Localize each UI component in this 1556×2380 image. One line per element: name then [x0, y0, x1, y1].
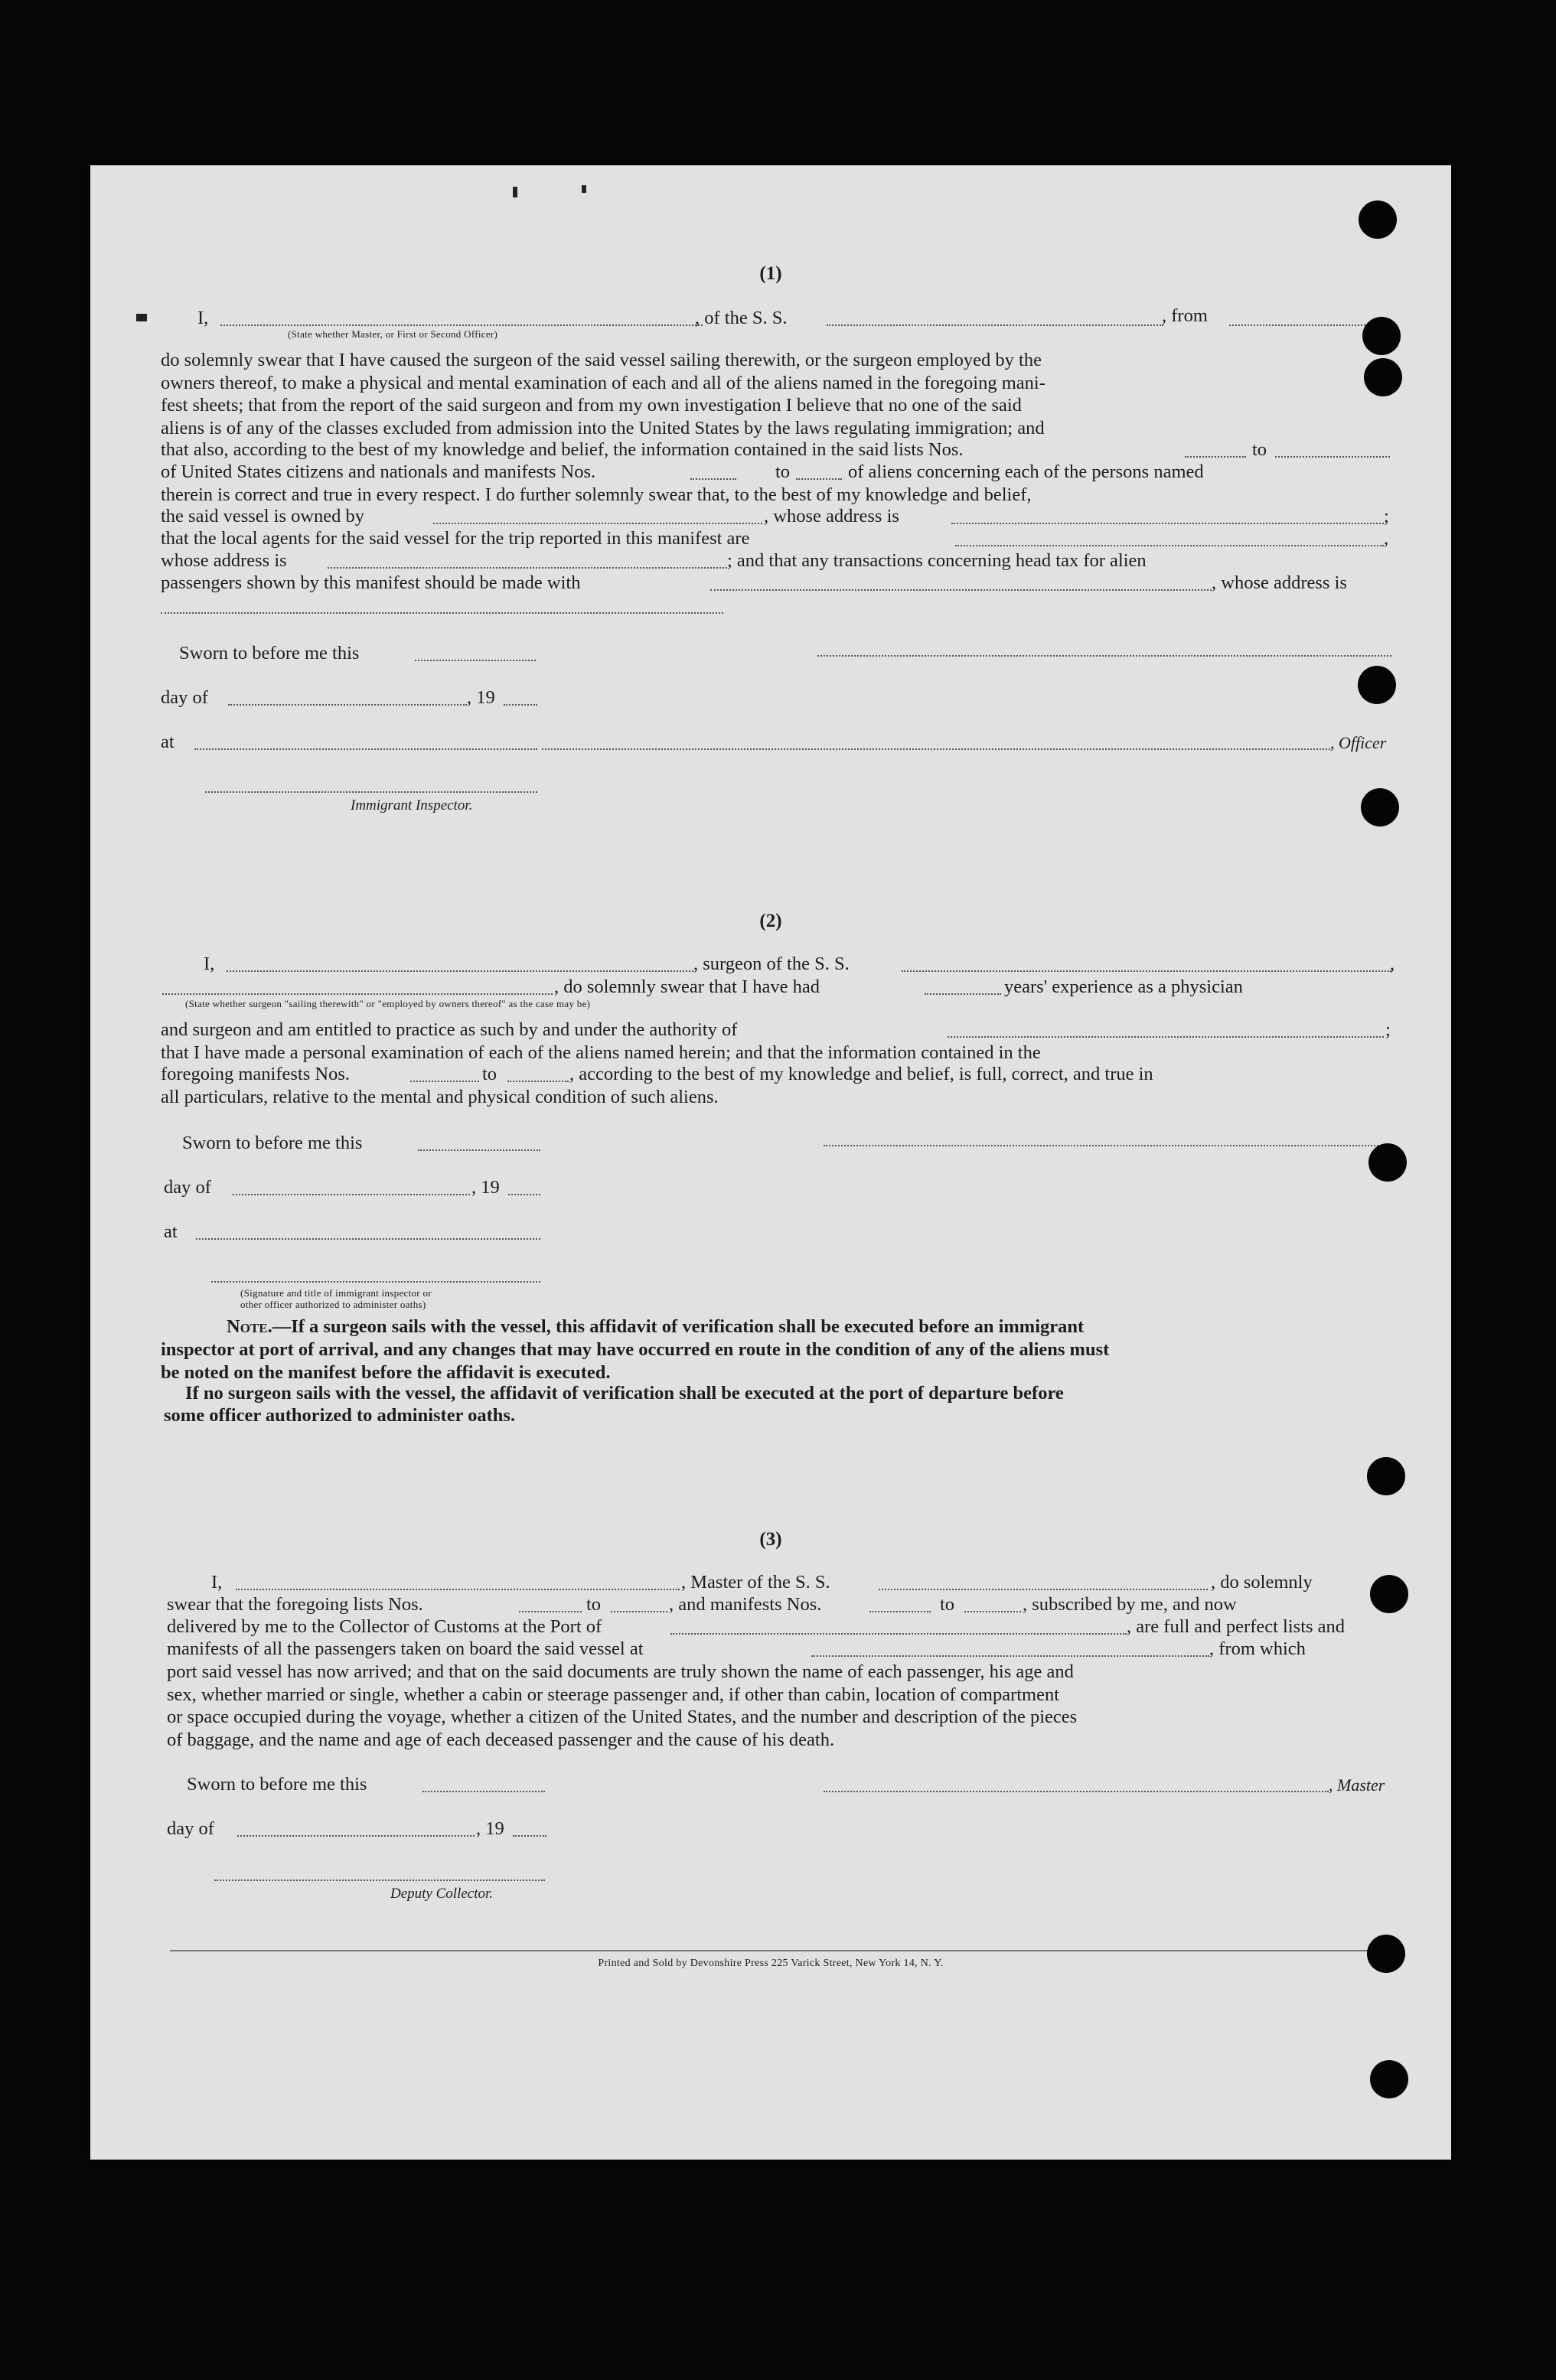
punch-hole [1359, 201, 1397, 239]
s3-collector: Deputy Collector. [390, 1886, 494, 1902]
s2-line2-block [161, 1042, 1390, 1064]
s3-intro: I, [211, 1572, 223, 1593]
s1-manifests-from-field[interactable] [690, 478, 736, 480]
s3-master-signature-field[interactable] [824, 1791, 1329, 1792]
s2-line3a: foregoing manifests Nos. [161, 1064, 350, 1084]
s1-line5-to: to [1252, 439, 1267, 460]
s1-inspector-signature-field[interactable] [205, 791, 537, 793]
s1-line8a: the said vessel is owned by [161, 506, 365, 527]
s2-inspector-signature-field[interactable] [211, 1281, 540, 1283]
s1-year: , 19 [467, 687, 495, 708]
form-page: (1) I, (State whether Master, or First or Second Officer) , of the S. S. , from do solemnly swear that I have caused the surgeon of the said vessel sailing therewith, or the surgeon employed by the owners thereof, to make a physical and mental examination of each and all of the aliens named in the foregoing mani- fest sheets; that from the report of the said surgeon and from my own investigation I believe that no one of the said aliens is of any of the classes excluded from admission into the United States by the laws regulating immigration; and that also, according to the best of my knowledge and belief, the information contained in the said lists Nos. to of United States citizens and nationals and manifests Nos. to of aliens concerning each of the persons named therein is correct and true in every respect. I do further solemnly swear that, to the best of my knowledge and belief, the said vessel is owned by , whose address is ; that the local agents for the said vessel for the trip reported in this manifest are , whose address is ; and that any transactions concerning head tax for alien passengers shown by this manifest should be made with , whose address is Sworn to before me this day of , 19 at , Officer Immigrant Inspector. (2) I, , surgeon of the S. S. , , do solemnly swear that I have had years' experience as a physician (State whether surgeon "sailing therewith" or "employed by owners thereof" as the case may be) and surgeon and am entitled to practice as such by and under the authority of ; that I have made a personal examination of each of the aliens named herein; and that the information contained in the foregoing manifests Nos. to , according to the best of my knowledge and belief, is full, correct, and true in all particulars, relative to the mental and physical condition of such aliens. Sworn to before me this day of , 19 at (Signature and title of immigrant inspector or other officer authorized to administer oaths) Note.—If a surgeon sails with the vessel, this affidavit of verification shall be executed before an immigrant inspector at port of arrival, and any changes that may have occurred en route in the condition of any of the aliens must be noted on the manifest before the affidavit is executed. If no surgeon sails with the vessel, the affidavit of verification shall be executed at the port of departure before some officer authorized to administer oaths. (3) I, , Master of the S. S. , do solemnly swear that the foregoing lists Nos. to , and manifests Nos. to , subscribed by me, and now delivered by me to the Collector of Customs at the Port of , are full and perfect lists and manifests of all the passengers taken on board the said vessel at , from which port said vessel has now arrived; and that on the said documents are truly shown the name of each passenger, his age and sex, whether married or single, whether a cabin or steerage passenger and, if other than cabin, location of compartment or space occupied during the voyage, whether a citizen of the United States, and the number and description of the pieces of baggage, and the name and age of each deceased passenger and the cause of his death. Sworn to before me this , Master day of , 19 Deputy Collector. Printed and Sold by Devonshire Press 225 Varick Street, New York 14, N. Y. [90, 165, 1451, 2160]
s3-departure-field[interactable] [811, 1655, 1209, 1657]
s1-line10b: ; and that any transactions concerning head tax for alien [727, 550, 1147, 571]
s3-lists-from-field[interactable] [519, 1611, 582, 1612]
s1-inspector: Immigrant Inspector. [351, 797, 473, 813]
s1-manifests-to-field[interactable] [796, 478, 842, 480]
punch-hole [1362, 317, 1401, 355]
s2-line1: and surgeon and am entitled to practice as such by and under the authority of [161, 1019, 738, 1040]
s1-line1: do solemnly swear that I have caused the surgeon of the said vessel sailing therewith, or the surgeon employed by the [161, 350, 1042, 370]
s2-at: at [164, 1221, 178, 1242]
s2-years-field[interactable] [925, 993, 1001, 995]
s3-day-of: day of [167, 1818, 214, 1839]
s1-agents-field[interactable] [955, 545, 1384, 546]
s1-owner-address-field[interactable] [951, 523, 1384, 524]
section2-heading: (2) [759, 911, 782, 931]
s1-at: at [161, 732, 175, 752]
s2-swear: , do solemnly swear that I have had [554, 976, 820, 997]
s2-note-line1 [227, 1316, 1084, 1338]
s3-manifests-from-field[interactable] [869, 1611, 931, 1612]
s1-officer-name-field[interactable] [220, 324, 703, 326]
s1-body [161, 349, 1390, 439]
s2-vessel-field[interactable] [902, 970, 1391, 972]
s3-sworn: Sworn to before me this [187, 1774, 367, 1795]
footer-rule [170, 1950, 1395, 1951]
s1-officer-signature-field[interactable] [817, 655, 1391, 657]
punch-hole [1367, 1935, 1405, 1973]
s3-line5: sex, whether married or single, whether a cabin or steerage passenger and, if other than cabin, location of compartment [167, 1684, 1060, 1705]
s2-line3b: , according to the best of my knowledge and belief, is full, correct, and true in [569, 1064, 1153, 1084]
s2-surgeon-of: , surgeon of the S. S. [693, 954, 850, 974]
s3-port-field[interactable] [670, 1633, 1127, 1635]
s3-master-name-field[interactable] [236, 1589, 680, 1590]
s2-year-field[interactable] [508, 1194, 540, 1195]
s2-surgeon-name-field[interactable] [227, 970, 693, 972]
s1-owner-field[interactable] [433, 523, 762, 524]
s2-note5: some officer authorized to administer oaths. [164, 1405, 516, 1426]
s1-line5: that also, according to the best of my knowledge and belief, the information contained in the said lists Nos. [161, 439, 964, 460]
s2-authority-field[interactable] [948, 1036, 1384, 1038]
s3-line6: or space occupied during the voyage, whether a citizen of the United States, and the number and description of the pieces [167, 1707, 1078, 1727]
s1-vessel-field[interactable] [827, 324, 1163, 326]
s2-day-of: day of [164, 1177, 211, 1198]
s1-from: , from [1162, 305, 1208, 326]
punch-hole [1370, 2060, 1408, 2098]
punch-hole [1358, 666, 1396, 704]
s1-headtax-field[interactable] [710, 589, 1212, 591]
s3-day-field[interactable] [237, 1835, 475, 1837]
s2-note-label: Note. [227, 1316, 272, 1337]
s1-line6-to: to [775, 461, 791, 482]
punch-hole [1361, 788, 1399, 826]
s2-note2: inspector at port of arrival, and any changes that may have occurred en route in the condition of any of the aliens must [161, 1339, 1110, 1360]
s3-line2b: , are full and perfect lists and [1127, 1616, 1346, 1637]
s3-line3b: , from which [1209, 1638, 1306, 1659]
s2-sworn-date-field[interactable] [418, 1149, 540, 1151]
s3-vessel-field[interactable] [879, 1589, 1208, 1590]
s2-note: (State whether surgeon "sailing therewith" or "employed by owners thereof" as the case may be) [185, 998, 591, 1009]
s2-line2: that I have made a personal examination of each of the aliens named herein; and that the information contained in the [161, 1042, 1041, 1063]
specks [582, 185, 586, 193]
punch-hole [1364, 358, 1402, 396]
s2-surgeon-signature-field[interactable] [824, 1145, 1393, 1146]
s1-line9: that the local agents for the said vessel for the trip reported in this manifest are [161, 528, 750, 549]
s1-line10a: whose address is [161, 550, 287, 571]
s2-intro: I, [204, 954, 215, 974]
s3-year-field[interactable] [513, 1835, 546, 1837]
s3-body [167, 1661, 1396, 1751]
s1-line6b: of aliens concerning each of the persons named [848, 461, 1204, 482]
s3-line1b: , and manifests Nos. [669, 1594, 822, 1615]
s1-line3: fest sheets; that from the report of the said surgeon and from my own investigation I believe that no one of the said [161, 395, 1022, 416]
s2-years: years' experience as a physician [1004, 976, 1243, 997]
s2-manifests-to-field[interactable] [507, 1081, 569, 1082]
s3-line7: of baggage, and the name and age of each deceased passenger and the cause of his death. [167, 1729, 835, 1750]
s1-sworn-date-field[interactable] [415, 660, 536, 661]
s1-officer: , Officer [1330, 733, 1387, 752]
s3-line4: port said vessel has now arrived; and that on the said documents are truly shown the name of each passenger, his age and [167, 1661, 1074, 1682]
s1-line2: owners thereof, to make a physical and mental examination of each and all of the aliens named in the foregoing mani- [161, 372, 1045, 393]
s1-day-of: day of [161, 687, 208, 708]
s1-day-field[interactable] [228, 704, 467, 706]
s2-note3: be noted on the manifest before the affidavit is executed. [161, 1361, 611, 1383]
s1-line4: aliens is of any of the classes excluded from admission into the United States by the laws regulating immigration; and [161, 417, 1045, 439]
s2-year: , 19 [471, 1177, 500, 1198]
s1-line8b: , whose address is [764, 506, 899, 527]
s2-day-field[interactable] [233, 1194, 470, 1195]
specks [513, 187, 517, 197]
s1-sworn: Sworn to before me this [179, 643, 360, 663]
s3-line3a: manifests of all the passengers taken on board the said vessel at [167, 1638, 644, 1659]
s2-line4-block [161, 1086, 1390, 1109]
s1-intro: I, [197, 308, 209, 328]
s1-line7-block [161, 484, 1390, 507]
s3-line1-to2: to [940, 1594, 955, 1615]
s1-officer-title-field[interactable] [542, 748, 1330, 750]
punch-hole [1370, 1575, 1408, 1613]
punch-hole [1367, 1457, 1405, 1495]
s1-line11b: , whose address is [1212, 572, 1347, 593]
s3-collector-signature-field[interactable] [214, 1880, 545, 1881]
s2-note1: —If a surgeon sails with the vessel, this affidavit of verification shall be executed before an immigrant [272, 1316, 1085, 1337]
s2-at-field[interactable] [196, 1238, 540, 1240]
s3-sworn-date-field[interactable] [422, 1791, 545, 1792]
s2-manifests-from-field[interactable] [410, 1081, 479, 1082]
s1-lists-to-field[interactable] [1275, 456, 1390, 458]
s2-line3-to: to [482, 1064, 497, 1084]
s2-note4: If no surgeon sails with the vessel, the affidavit of verification shall be executed at the port of departure before [185, 1383, 1064, 1404]
s1-line6a: of United States citizens and nationals and manifests Nos. [161, 461, 596, 482]
section3-heading: (3) [759, 1529, 782, 1550]
s1-of-ss: , of the S. S. [695, 308, 788, 328]
s1-year-field[interactable] [504, 704, 537, 706]
s2-line4: all particulars, relative to the mental and physical condition of such aliens. [161, 1087, 719, 1107]
s3-manifests-to-field[interactable] [964, 1611, 1021, 1612]
s3-line1a: swear that the foregoing lists Nos. [167, 1594, 423, 1615]
s2-sworn: Sworn to before me this [182, 1133, 363, 1153]
section1-heading: (1) [759, 263, 782, 284]
s3-line1-to: to [586, 1594, 602, 1615]
s3-do-solemnly: , do solemnly [1211, 1572, 1313, 1593]
s3-line1c: , subscribed by me, and now [1023, 1594, 1237, 1615]
s1-agents-address-field[interactable] [328, 567, 727, 569]
s3-lists-to-field[interactable] [611, 1611, 667, 1612]
s2-sig-note1: (Signature and title of immigrant inspector or [240, 1287, 432, 1299]
s1-intro-note: (State whether Master, or First or Second Officer) [288, 328, 498, 340]
s3-year: , 19 [476, 1818, 504, 1839]
s1-at-field[interactable] [194, 748, 537, 750]
punch-hole [1368, 1143, 1407, 1182]
s1-line7: therein is correct and true in every respect. I do further solemnly swear that, to the best of my knowledge and belief, [161, 484, 1032, 505]
s1-lists-from-field[interactable] [1185, 456, 1246, 458]
s1-headtax-address-field[interactable] [161, 612, 723, 614]
s2-note-body [161, 1338, 1390, 1384]
s2-sig-note2: other officer authorized to administer oaths) [240, 1299, 426, 1310]
s3-line2a: delivered by me to the Collector of Customs at the Port of [167, 1616, 602, 1637]
printer-imprint: Printed and Sold by Devonshire Press 225 Varick Street, New York 14, N. Y. [598, 1958, 944, 1969]
s3-master: , Master [1329, 1775, 1385, 1795]
s2-status-field[interactable] [162, 993, 553, 995]
s1-line11a: passengers shown by this manifest should be made with [161, 572, 581, 593]
s3-master-of: , Master of the S. S. [681, 1572, 830, 1593]
specks [136, 314, 147, 321]
